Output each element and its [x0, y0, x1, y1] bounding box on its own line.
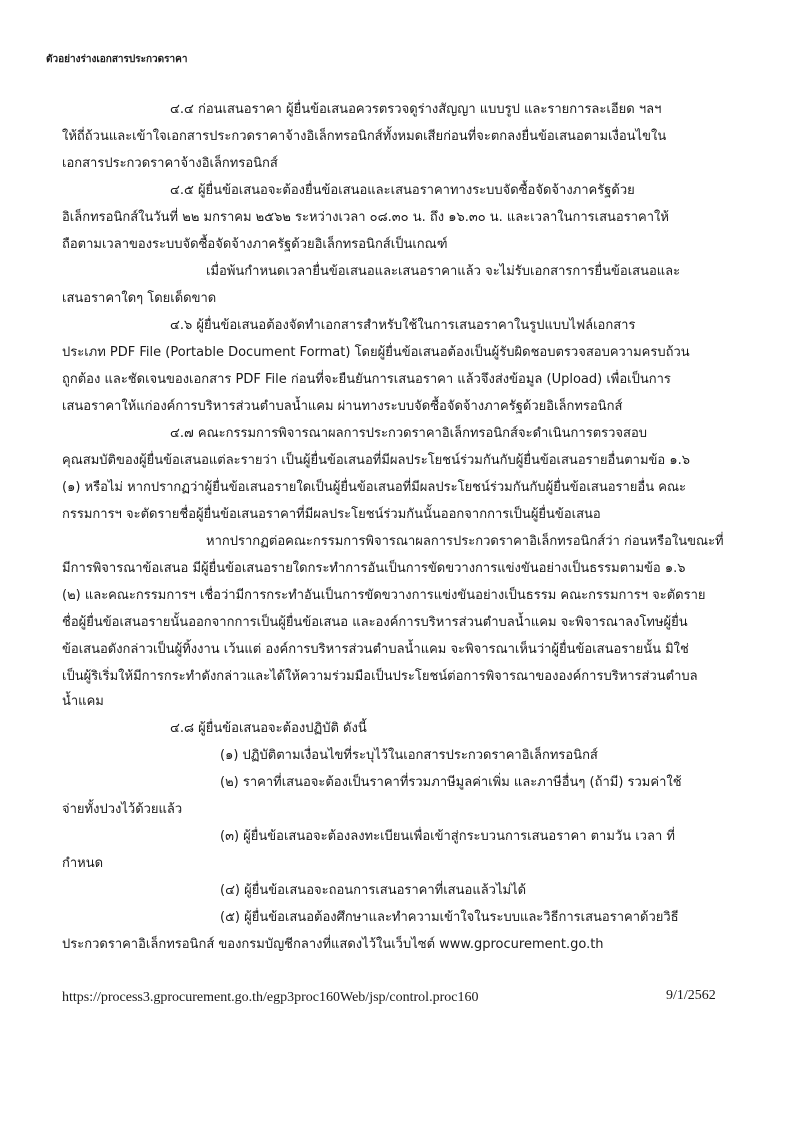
paragraph-line: (๒) และคณะกรรมการฯ เชื่อว่ามีการกระทำอันเป็นการขัดขวางการแข่งขันอย่างเป็นธรรม คณะกรรมการฯ จะตัดราย	[62, 588, 706, 603]
list-item: (๔) ผู้ยื่นข้อเสนอจะถอนการเสนอราคาที่เสนอแล้วไม่ได้	[220, 883, 527, 898]
list-item: (๓) ผู้ยื่นข้อเสนอจะต้องลงทะเบียนเพื่อเข้าสู่กระบวนการเสนอราคา ตามวัน เวลา ที่	[220, 829, 675, 844]
paragraph-line: อิเล็กทรอนิกส์ในวันที่ ๒๒ มกราคม ๒๕๖๒ ระหว่างเวลา ๐๘.๓๐ น. ถึง ๑๖.๓๐ น. และเวลาในการเสนอราคาให้	[62, 210, 669, 225]
section-4-7-heading: ๔.๗ คณะกรรมการพิจารณาผลการประกวดราคาอิเล็กทรอนิกส์จะดำเนินการตรวจสอบ	[170, 426, 648, 441]
list-item: (๕) ผู้ยื่นข้อเสนอต้องศึกษาและทำความเข้าใจในระบบและวิธีการเสนอราคาด้วยวิธี	[220, 910, 679, 925]
paragraph-line: ถูกต้อง และชัดเจนของเอกสาร PDF File ก่อนที่จะยืนยันการเสนอราคา แล้วจึงส่งข้อมูล (Upload) เพื่อเป็นการ	[62, 372, 671, 387]
paragraph-line: ประเภท PDF File (Portable Document Format) โดยผู้ยื่นข้อเสนอต้องเป็นผู้รับผิดชอบตรวจสอบความครบถ้วน	[62, 345, 690, 360]
paragraph-line: เอกสารประกวดราคาจ้างอิเล็กทรอนิกส์	[62, 156, 278, 171]
section-4-5-heading: ๔.๕ ผู้ยื่นข้อเสนอจะต้องยื่นข้อเสนอและเสนอราคาทางระบบจัดซื้อจัดจ้างภาครัฐด้วย	[170, 183, 635, 198]
paragraph-line: ประกวดราคาอิเล็กทรอนิกส์ ของกรมบัญชีกลางที่แสดงไว้ในเว็บไซต์ www.gprocurement.go.th	[62, 937, 604, 952]
paragraph-line: คุณสมบัติของผู้ยื่นข้อเสนอแต่ละรายว่า เป็นผู้ยื่นข้อเสนอที่มีผลประโยชน์ร่วมกันกับผู้ยื่นข้อเสนอรายอื่นตามข้อ ๑.๖	[62, 453, 690, 468]
paragraph-line: จ่ายทั้งปวงไว้ด้วยแล้ว	[62, 802, 183, 817]
paragraph-line: ชื่อผู้ยื่นข้อเสนอรายนั้นออกจากการเป็นผู้ยื่นข้อเสนอ และองค์การบริหารส่วนตำบลน้ำแคม จะพิจารณาลงโทษผู้ยื่น	[62, 615, 688, 630]
paragraph-line: ให้ถี่ถ้วนและเข้าใจเอกสารประกวดราคาจ้างอิเล็กทรอนิกส์ทั้งหมดเสียก่อนที่จะตกลงยื่นข้อเสนอตามเงื่อนไขใน	[62, 129, 667, 144]
list-item: (๒) ราคาที่เสนอจะต้องเป็นราคาที่รวมภาษีมูลค่าเพิ่ม และภาษีอื่นๆ (ถ้ามี) รวมค่าใช้	[220, 775, 682, 790]
paragraph-line: ข้อเสนอดังกล่าวเป็นผู้ทิ้งงาน เว้นแต่ องค์การบริหารส่วนตำบลน้ำแคม จะพิจารณาเห็นว่าผู้ยื่นข้อเสนอรายนั้น มิใช่	[62, 642, 689, 657]
document-header: ตัวอย่างร่างเอกสารประกวดราคา	[46, 54, 188, 65]
footer-url: https://process3.gprocurement.go.th/egp3proc160Web/jsp/control.proc160	[62, 990, 479, 1005]
list-item: (๑) ปฏิบัติตามเงื่อนไขที่ระบุไว้ในเอกสารประกวดราคาอิเล็กทรอนิกส์	[220, 748, 598, 763]
paragraph-line: หากปรากฏต่อคณะกรรมการพิจารณาผลการประกวดราคาอิเล็กทรอนิกส์ว่า ก่อนหรือในขณะที่	[206, 534, 724, 549]
paragraph-line: กรรมการฯ จะตัดรายชื่อผู้ยื่นข้อเสนอราคาที่มีผลประโยชน์ร่วมกันนั้นออกจากการเป็นผู้ยื่นข้อเสนอ	[62, 507, 601, 522]
paragraph-line: มีการพิจารณาข้อเสนอ มีผู้ยื่นข้อเสนอรายใดกระทำการอันเป็นการขัดขวางการแข่งขันอย่างเป็นธรรมตามข้อ ๑.๖	[62, 561, 686, 576]
section-4-6-heading: ๔.๖ ผู้ยื่นข้อเสนอต้องจัดทำเอกสารสำหรับใช้ในการเสนอราคาในรูปแบบไฟล์เอกสาร	[170, 318, 636, 333]
paragraph-line: น้ำแคม	[62, 694, 104, 709]
section-4-8-heading: ๔.๘ ผู้ยื่นข้อเสนอจะต้องปฏิบัติ ดังนี้	[170, 721, 367, 736]
footer-date: 9/1/2562	[666, 988, 716, 1003]
paragraph-line: ถือตามเวลาของระบบจัดซื้อจัดจ้างภาครัฐด้วยอิเล็กทรอนิกส์เป็นเกณฑ์	[62, 237, 448, 252]
paragraph-line: กำหนด	[62, 856, 104, 871]
paragraph-line: เสนอราคาให้แก่องค์การบริหารส่วนตำบลน้ำแคม ผ่านทางระบบจัดซื้อจัดจ้างภาครัฐด้วยอิเล็กทรอนิกส์	[62, 399, 623, 414]
paragraph-line: เสนอราคาใดๆ โดยเด็ดขาด	[62, 291, 217, 306]
paragraph-line: เป็นผู้ริเริ่มให้มีการกระทำดังกล่าวและได้ให้ความร่วมมือเป็นประโยชน์ต่อการพิจารณาขององค์การบริหารส่วนตำบล	[62, 669, 698, 684]
paragraph-line: เมื่อพ้นกำหนดเวลายื่นข้อเสนอและเสนอราคาแล้ว จะไม่รับเอกสารการยื่นข้อเสนอและ	[206, 264, 681, 279]
section-4-4-heading: ๔.๔ ก่อนเสนอราคา ผู้ยื่นข้อเสนอควรตรวจดูร่างสัญญา แบบรูป และรายการละเอียด ฯลฯ	[170, 102, 662, 117]
paragraph-line: (๑) หรือไม่ หากปรากฏว่าผู้ยื่นข้อเสนอรายใดเป็นผู้ยื่นข้อเสนอที่มีผลประโยชน์ร่วมกันกับผู้ยื่นข้อเสนอรายอื่น คณะ	[62, 480, 686, 495]
